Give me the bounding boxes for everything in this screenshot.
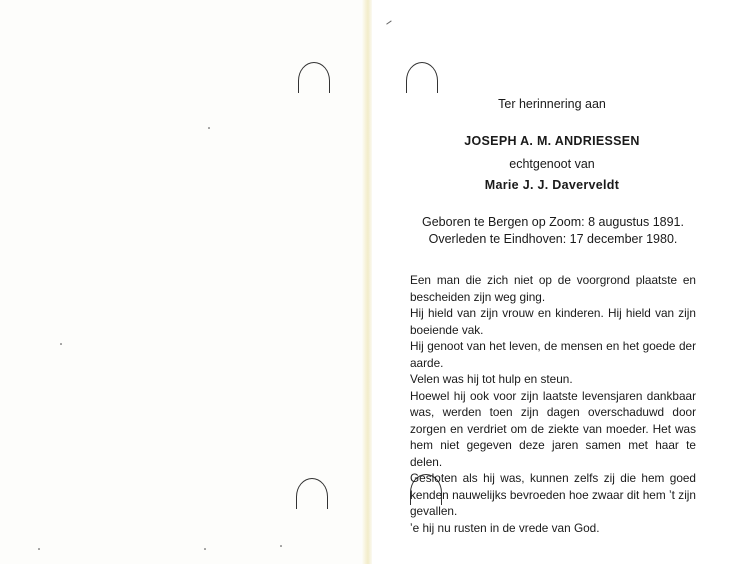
memorial-paragraph: Hij genoot van het leven, de mensen en het goede der aarde. bbox=[410, 339, 696, 370]
paper-speck bbox=[60, 343, 62, 345]
memorial-paragraph: Hij hield van zijn vrouw en kinderen. Hij hield van zijn boeiende vak. bbox=[410, 306, 696, 337]
death-line: Overleden te Eindhoven: 17 december 1980. bbox=[428, 232, 678, 246]
spouse-name: Marie J. J. Daverveldt bbox=[484, 178, 620, 192]
paper-speck bbox=[204, 548, 206, 550]
paper-speck bbox=[38, 548, 40, 550]
punch-hole-bottom-left bbox=[296, 478, 328, 509]
memorial-paragraph: Gesloten als hij was, kunnen zelfs zij die hem goed kenden nauwelijks bevroeden hoe zwaar dit hem ʼt zijn gevallen. bbox=[410, 471, 696, 518]
memorial-paragraph: Hoewel hij ook voor zijn laatste levensjaren dankbaar was, werden toen zijn dagen overschaduwd door zorgen en verdriet om de ziekte van moeder. Het was hem niet gegeven deze jaren samen met haar te delen. bbox=[410, 388, 696, 469]
punch-hole-top-right bbox=[406, 62, 438, 93]
memorial-paragraph: Een man die zich niet op de voorgrond plaatste en bescheiden zijn weg ging. bbox=[410, 273, 696, 304]
card-heading: Ter herinnering aan bbox=[498, 97, 606, 111]
memorial-text bbox=[410, 272, 696, 536]
page-fold bbox=[362, 0, 372, 564]
paper-speck bbox=[208, 127, 210, 129]
paper-speck bbox=[280, 545, 282, 547]
punch-hole-top-left bbox=[298, 62, 330, 93]
birth-line: Geboren te Bergen op Zoom: 8 augustus 1891. bbox=[422, 215, 684, 229]
memorial-paragraph: Velen was hij tot hulp en steun. bbox=[410, 372, 573, 386]
relation-text: echtgenoot van bbox=[509, 157, 595, 171]
deceased-name: JOSEPH A. M. ANDRIESSEN bbox=[464, 134, 640, 148]
memorial-paragraph: ʼe hij nu rusten in de vrede van God. bbox=[410, 520, 600, 535]
